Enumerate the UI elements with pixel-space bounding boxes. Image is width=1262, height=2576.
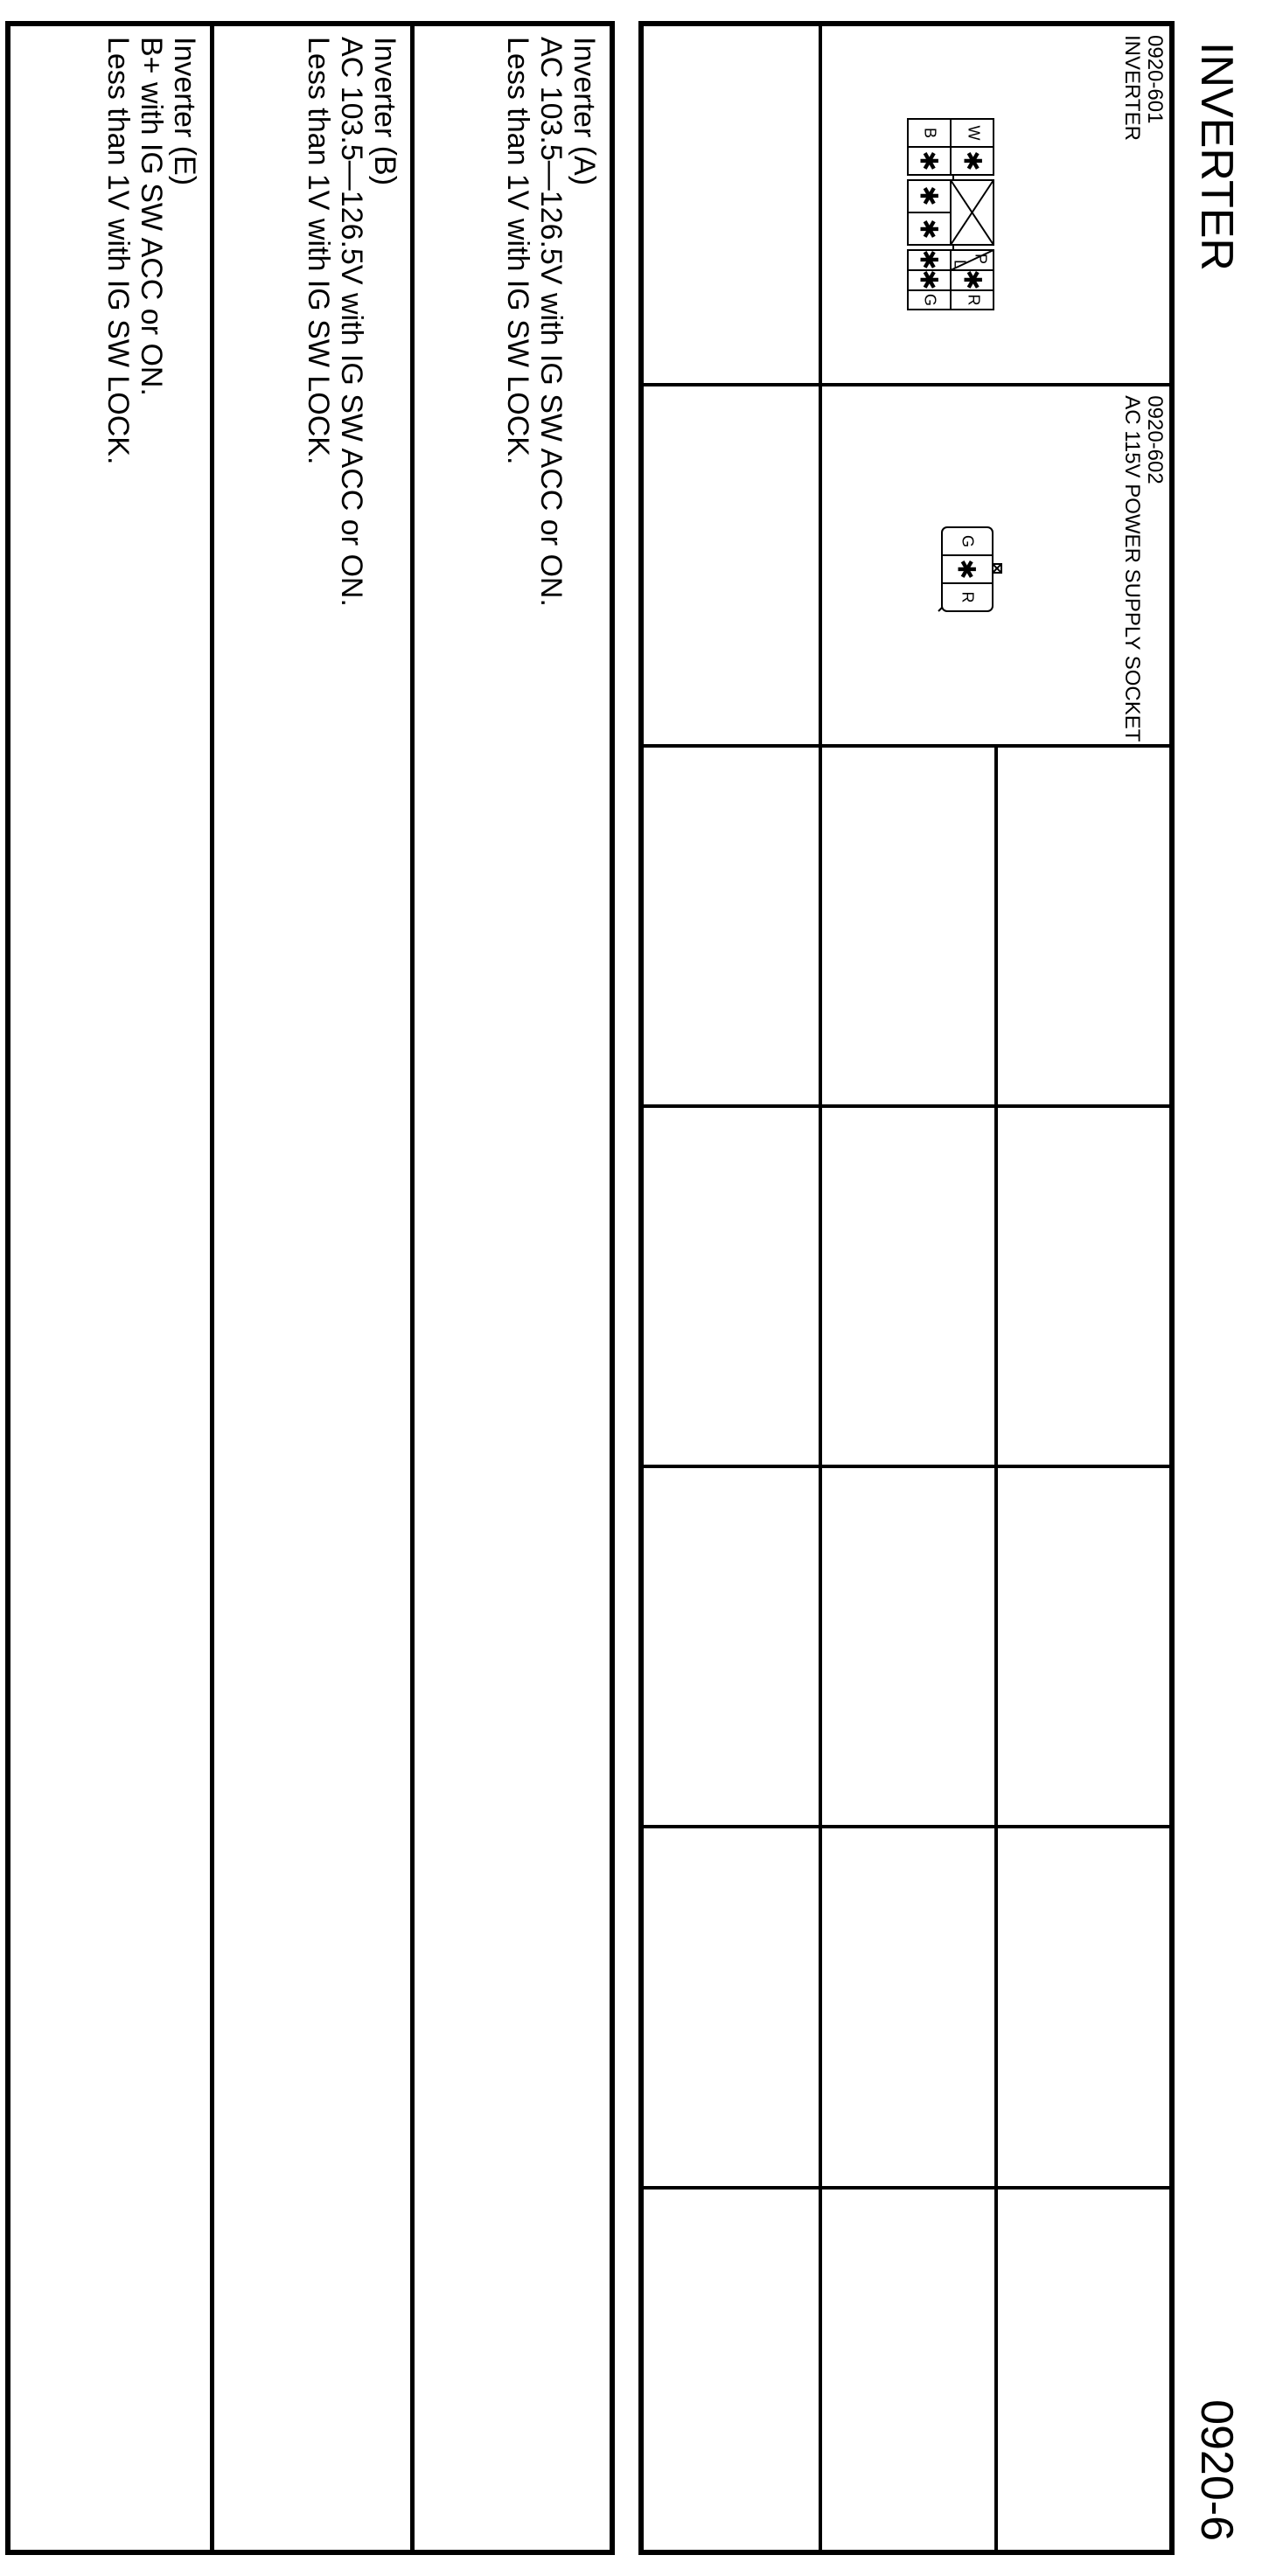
note-heading: Inverter (B) [367,37,401,186]
pin-label: ✱ [915,249,943,270]
empty-cell [994,2190,1169,2550]
empty-cell [644,748,819,1108]
connector-cell-0920-602 [819,386,1169,747]
note-inverter-a [410,26,610,2550]
pin-label: ✱ [915,219,943,240]
empty-cell [644,386,819,747]
inverter-connector-diagram [903,114,999,315]
pin-label: G [959,535,977,548]
pin-label: R [965,294,983,306]
empty-cell [644,26,819,386]
pin-label: G [921,293,939,307]
voltage-notes-table [5,21,615,2555]
empty-cell [994,748,1169,1108]
empty-cell [994,1828,1169,2189]
pin-label: P [972,253,990,265]
pin-label: ✱ [959,269,987,290]
page-title: INVERTER [1191,42,1242,271]
empty-cell [994,1468,1169,1828]
note-heading: Inverter (E) [168,37,202,186]
empty-cell [994,1108,1169,1468]
empty-cell [819,2190,994,2550]
note-text: B+ with IG SW ACC or ON. [135,37,169,396]
connector-id: 0920-601 [1143,35,1167,124]
note-text: Less than 1V with IG SW LOCK. [301,37,335,465]
pin-label: R [959,591,977,603]
empty-cell [819,1468,994,1828]
pin-label: ✱ [952,559,980,581]
pin-label: W [965,125,983,141]
pin-label: B [921,127,939,139]
connector-id: 0920-602 [1143,395,1167,484]
empty-cell [644,1108,819,1468]
power-socket-connector-diagram [924,522,1003,618]
note-inverter-e [10,26,210,2550]
empty-cell [644,1468,819,1828]
empty-cell [819,748,994,1108]
empty-cell [644,1828,819,2189]
pin-label: ✱ [915,185,943,206]
pin-label: ✱ [915,150,943,171]
connector-table [638,21,1175,2555]
note-text: AC 103.5—126.5V with IG SW ACC or ON. [534,37,568,607]
note-text: Less than 1V with IG SW LOCK. [501,37,534,465]
note-text: Less than 1V with IG SW LOCK. [101,37,136,465]
connector-cell-0920-601 [819,26,1169,386]
page-number: 0920-6 [1191,2399,1242,2541]
empty-cell [644,2190,819,2550]
empty-cell [819,1108,994,1468]
connector-name: INVERTER [1120,35,1144,141]
pin-label: ✱ [915,269,943,290]
note-heading: Inverter (A) [568,37,601,186]
connector-name: AC 115V POWER SUPPLY SOCKET [1120,395,1144,742]
pin-label: L [951,259,969,269]
empty-cell [819,1828,994,2189]
note-text: AC 103.5—126.5V with IG SW ACC or ON. [334,37,368,607]
note-inverter-b [210,26,409,2550]
pin-label: ✱ [959,150,987,171]
